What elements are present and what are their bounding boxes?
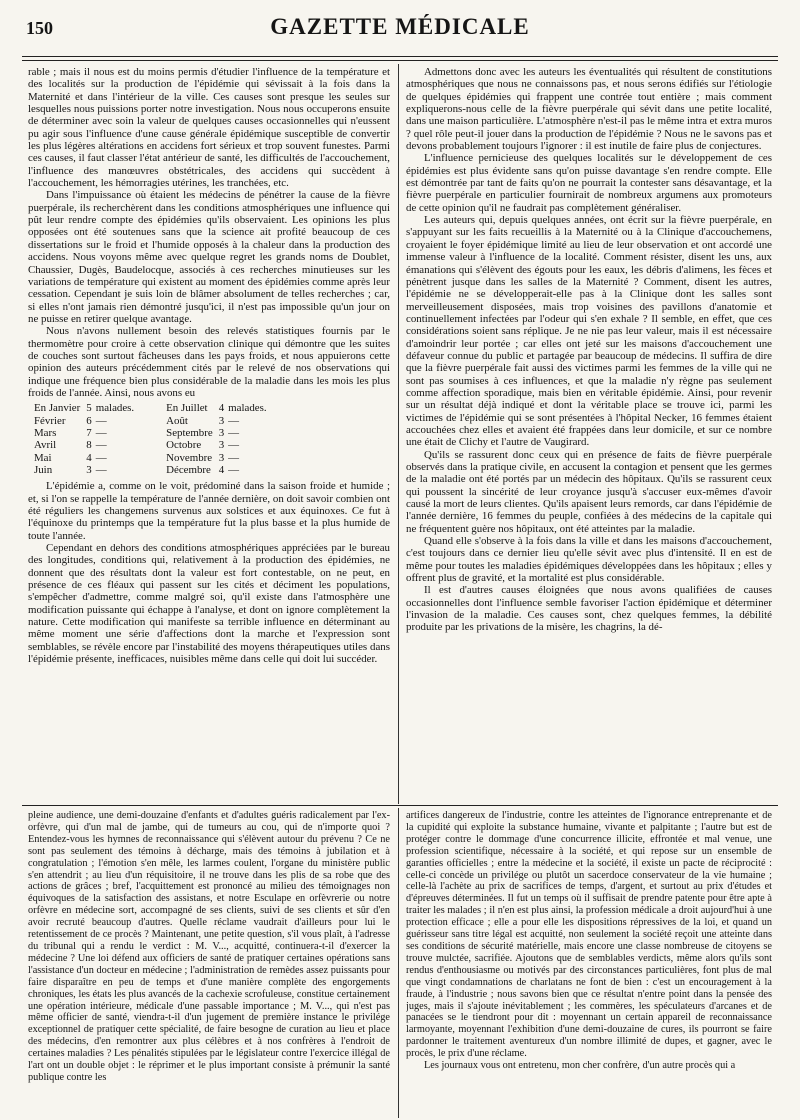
unit-label: malades. bbox=[95, 402, 135, 415]
table-row bbox=[34, 402, 273, 414]
page-header bbox=[0, 12, 800, 46]
paragraph: Nous n'avons nullement besoin des relevés statistiques fournis par le thermomètre pour croire à cette observation clinique qui démontre que les suites de couches sont surtout fâcheuses dans les pays froids, et nous appuierons cette opinion des auteurs précédemment cités par le relevé de nos observations qui indique une fréquence bien plus considérable de la maladie dans les mois les plus froids de l'année. Ainsi, nous avons eu bbox=[28, 325, 390, 399]
month-label: Décembre bbox=[166, 464, 211, 476]
paragraph: L'influence pernicieuse des quelques localités sur le développement de ces épidémies est plus évidente sans qu'on puisse davantage s'en rendre compte. Elle est démontrée par tant de faits qu'on ne pourrait la contester sans désavantage, et la fièvre puerpérale en particulier fournirait de nombreux argumens aux promoteurs de cette opinion qu'il ne faudrait pas complètement généraliser. bbox=[406, 152, 772, 214]
case-count: 3 bbox=[86, 464, 92, 476]
case-count: 3 bbox=[218, 414, 225, 427]
bottom-left-column bbox=[28, 810, 390, 1116]
paragraph: Les journaux vous ont entretenu, mon cher confrère, d'un autre procès qui a bbox=[424, 1060, 736, 1072]
month-label: En Juillet bbox=[166, 402, 208, 415]
feuilleton-rule bbox=[22, 805, 778, 806]
month-label: Septembre bbox=[166, 426, 213, 439]
paragraph: rable ; mais il nous est du moins permis d'étudier l'influence de la température et des localités sur la production de l'épidémie qui sévissait à la fois dans la Maternité et dans l'intérieur de la ville. Ces causes sont presque les seules sur lesquelles nous puissions porter notre investigation. Nous nous occuperons ensuite de déterminer avec soin la valeur de quelques causes occasionnelles qui n'eussent pu agir sous l'influence d'une cause générale épidémique susceptible de convertir les plus légères altérations en accidens fort sérieux et trop souvent funestes. Parmi ces causes, il faut classer l'état antérieur de santé, les difficultés de l'accouchement, l'influence des manœuvres obstétricales, des accidens qui succèdent à l'accouchement, les hémorragies utérines, les tranchées, etc. bbox=[28, 66, 390, 190]
paragraph: Cependant en dehors des conditions atmosphériques appréciées par le bureau des longitudes, conditions qui, relativement à la production des épidémies, ne donnent que des résultats dont la valeur est fort contestable, on ne peut, en présence de ces fléaux qui passent sur les cités et déciment les populations, s'empêcher d'admettre, comme malgré soi, qu'il existe dans l'atmosphère une modification puissante qui échappe à l'analyse, et dont on ignore complètement la nature. Cette modification qui manifeste sa terrible influence en déterminant au même moment une série d'affections dont la marche et l'expression sont semblables, se révèle encore par l'instabilité des moyens thérapeutiques utiles dans l'épidémie présente, inefficaces, nuisibles même dans celle qui doit lui succéder. bbox=[28, 542, 390, 666]
top-right-column bbox=[406, 66, 772, 801]
month-label: Août bbox=[166, 414, 188, 427]
case-count: 5 bbox=[86, 402, 92, 415]
header-rule bbox=[22, 56, 778, 57]
paragraph: Qu'ils se rassurent donc ceux qui en présence de faits de fièvre puerpérale observés dans la pratique civile, en accusent la contagion et pensent que les germes de la maladie ont été portés par un médecin des hôpitaux. Qu'ils se rassurent ceux qui poussent la sincérité de leur croyance jusqu'à s'accuser eux-mêmes d'avoir causé la mort de leurs clientes. Qu'ils apaisent leurs remords, car dans l'épidémie de l'année dernière, 16 femmes du peuple, confiées à des médecins de la capitale qui ne fréquentent guère nos hôpitaux, ont été atteintes par la maladie. bbox=[406, 448, 772, 535]
table-row: Juin 3 — Décembre 4 — bbox=[34, 464, 240, 476]
unit-label: malades. bbox=[228, 402, 267, 415]
case-count: 3 bbox=[218, 451, 225, 464]
page-title: GAZETTE MÉDICALE bbox=[270, 14, 530, 39]
table-row: Février 6 — Août 3 — bbox=[34, 414, 240, 427]
table-row: Avril 8 — Octobre 3 — bbox=[34, 439, 240, 452]
month-label: Mars bbox=[34, 426, 57, 439]
table-row: Mars 7 — Septembre 3 — bbox=[34, 426, 240, 439]
month-label: Juin bbox=[34, 464, 53, 476]
paragraph: Dans l'impuissance où étaient les médecins de pénétrer la cause de la fièvre puerpérale, ils recherchèrent dans les conditions atmosphériques une influence qui pût leur rendre compte des épidémies qu'ils observaient. Les opinions les plus opposées ont été soutenues sans que la science ait profité beaucoup de ces dissertations sur le froid et l'humide opposés à la chaleur dans la production des accidens. Nous voyons même avec quelque regret les grands noms de Doublet, Chaussier, Dugès, Baudelocque, associés à ces recherches minutieuses sur les variations de température qui existent au moment des épidémies comme après leur cessation. Cependant je suis loin de blâmer absolument de telles recherches ; car, si elles n'ont jamais rien démontré jusqu'ici, il n'est pas impossible qu'un jour on ne puisse en retirer quelque avantage. bbox=[28, 189, 390, 325]
case-count: 4 bbox=[218, 402, 225, 415]
case-count: 3 bbox=[218, 439, 225, 452]
case-count: 6 bbox=[86, 414, 92, 427]
paragraph: artifices dangereux de l'industrie, contre les atteintes de l'ignorance entreprenante et de la cupidité qui exploite la substance humaine, vivante et palpitante ; l'autre but est de protéger contre le dommage d'une concurrence illicite, effrontée et mal venue, une profession scientifique, nécessaire à la société, et qui repose sur un ensemble de garanties officielles ; entre la médecine et la société, il existe un pacte de réciprocité : celle-ci concède un privilége ou plutôt un sacerdoce conservateur de la vie humaine ; celle-là l'achète au prix de sacrifices de temps, d'argent, et surtout au prix d'études et d'épreuves déterminées. Il fut un temps où il suffisait de prendre patente pour être apte à traiter les malades ; il n'en est plus ainsi, la profession médicale a droit aujourd'hui à une protection efficace ; elle a pour elle les dispositions répressives de la loi, et quand un guérisseur sans titre légal est acquitté, non seulement la société reçoit une atteinte dans ses conditions de sécurité matérielle, mais encore une classe nombreuse de citoyens se trouve mulctée, sacrifiée. Ajoutons que de semblables verdicts, même alors qu'ils sont rendus d'enthousiasme ou motivés par des circonstances particulières, font plus de mal que vingt condamnations de charlatans ne font de bien : c'est un encouragement à la fraude, à l'industrie ; nous savons bien que ce résultat n'entre point dans la pensée des juges, mais il s'ajoute inévitablement ; les commères, les spéculateurs d'arcanes et de panacées se le tiendront pour dit : moyennant un certain appareil de reconnaissance larmoyante, moyennant l'exhibition d'une demi-douzaine de cures, ils pourront se faire pardonner le traitement aventureux d'un nombre illimité de dupes, et gagner, avec le procès, le prix d'une réclame. bbox=[406, 810, 772, 1060]
month-label: Octobre bbox=[166, 439, 202, 452]
header-rule-thin bbox=[22, 60, 778, 61]
paragraph: L'épidémie a, comme on le voit, prédominé dans la saison froide et humide ; et, si l'on se rappelle la température de l'année dernière, on doit savoir combien ont été réguliers les changemens survenus aux solstices et aux équinoxes. Ce fut à l'équinoxe du printemps que la température fut la plus basse et la plus humide de toute l'année. bbox=[28, 480, 390, 542]
paragraph: pleine audience, une demi-douzaine d'enfants et d'adultes guéris radicalement par l'ex-orfèvre, qui d'un mal de jambe, qui de tumeurs au cou, qui de n'importe quoi ? Entendez-vous les hymnes de reconnaissance qui s'élèvent autour du prévenu ? Ce ne sont pas seulement des témoins à décharge, mais des témoins à jubilation et à congratulation ; l'émotion s'en mêle, les larmes coulent, l'organe du ministère public s'en attendrit ; au lieu d'un réquisitoire, il ne trouve dans les plis de sa robe que des actions de grâces ; bref, l'acquittement est prononcé au milieu des témoignages non équivoques de la satisfaction des assistans, et notre Esculape en orfèvrerie ou notre orfèvre en médecine sort, accompagné de ses clients, suivi de ses clients et sûr d'en avoir recruté beaucoup d'autres. Quelle réclame vaudrait d'ailleurs pour lui le retentissement de ce procès ? Maintenant, une petite question, s'il vous plaît, à l'adresse du tribunal qui a rendu le verdict : M. V..., acquitté, continuera-t-il d'exercer la médecine ? Une loi défend aux officiers de santé de pratiquer certaines opérations sans l'assistance d'un docteur en médecine ; l'administration de remèdes assez puissants pour faire disparaître en peu de temps et d'une manière complète des engorgements chroniques, les états les plus avancés de la cachexie scrofuleuse, constitue certainement une opération intérieure, médicale d'une passable importance ; M. V..., qui n'est pas même officier de santé, viendra-t-il d'un jugement de première instance le privilége exceptionnel de pratiquer cette spécialité, de faire besogne de curation au lieu et place des médecins, d'en remontrer aux plus célèbres et à nos confrères à l'endroit de certaines maladies ? Les pénalités stipulées par le législateur contre l'exercice illégal de l'art ont un double objet : le réprimer et le plus important consiste à prémunir la santé publique contre les bbox=[28, 810, 390, 1083]
month-label: Mai bbox=[34, 451, 52, 464]
paragraph: Les auteurs qui, depuis quelques années, ont écrit sur la fièvre puerpérale, en s'appuyant sur les faits recueillis à la Maternité ou à la Clinique d'accouchemens, croyaient le foyer épidémique limité au lieu de leur observation et ont accordé une immense valeur à l'influence de la localité. Comment résister, disent les uns, aux émanations qui s'élèvent des égouts pour les eaux, les débris d'alimens, les fèces et pénètrent jusque dans les salles de la Maternité ? Comment, disent les autres, l'épidémie ne se développerait-elle pas à la Clinique dont les salles sont merveilleusement disposées, mais trop voisines des pavillons d'anatomie et continuellement infectées par l'odeur qui s'en exhale ? Il semble, en effet, que ces considérations soient sans réplique. Je ne nie pas leur valeur, mais il est nécessaire d'amoindrir leur portée ; car elles ont jeté sur les maisons d'accouchement une défaveur connue du public et partagée par beaucoup de médecins. Il suffira de dire que la fièvre puerpérale fait aussi des victimes parmi les femmes de la ville qui ne sont pas soumises à ces influences, et que la maladie n'y règne pas seulement comme affection sporadique, mais bien en véritable épidémie. Ainsi, pour revenir sur un résultat déjà indiqué et dont la véritable place se trouve ici, parmi les victimes de l'épidémie qui se sont présentées à l'hôpital Necker, 16 femmes étaient accouchées chez elles et avaient été frappées dans leur domicile, et sur ce nombre une était de Clichy et l'autre de Vaugirard. bbox=[406, 214, 772, 449]
bottom-column-divider bbox=[398, 808, 399, 1118]
paragraph: Il est d'autres causes éloignées que nous avons qualifiées de causes occasionnelles dont l'influence semble favoriser l'action épidémique et déterminer l'invasion de la maladie. Ces causes sont, chez quelques femmes, la débilité produite par les privations de la misère, les chagrins, la dé- bbox=[406, 584, 772, 634]
month-label: Février bbox=[34, 414, 66, 427]
month-label: Avril bbox=[34, 439, 57, 452]
top-left-column bbox=[28, 66, 390, 801]
monthly-cases-table bbox=[34, 402, 273, 476]
case-count: 7 bbox=[86, 426, 92, 439]
case-count: 3 bbox=[218, 426, 225, 439]
month-label: En Janvier bbox=[34, 402, 81, 415]
paragraph: Admettons donc avec les auteurs les éventualités qui résultent de constitutions atmosphériques que nous ne connaissons pas, et nous serons édifiés sur l'étiologie de quelques épidémies qui frappent une contrée tout entière ; mais comment expliquerons-nous celle de la fièvre puerpérale qui sévit dans une petite localité, dans une maison particulière. L'atmosphère n'est-il pas le même intra et extra muros ? quel rôle peut-il jouer dans la production de l'épidémie ? Nous ne le savons pas et devons probablement toujours l'ignorer : il est inutile de faire plus de conjectures. bbox=[406, 66, 772, 153]
top-column-divider bbox=[398, 64, 399, 804]
case-count: 4 bbox=[218, 464, 225, 476]
page-number: 150 bbox=[26, 18, 53, 38]
table-row: Mai 4 — Novembre 3 — bbox=[34, 451, 240, 464]
bottom-right-column bbox=[406, 810, 772, 1116]
case-count: 8 bbox=[86, 439, 92, 452]
case-count: 4 bbox=[86, 451, 92, 464]
month-label: Novembre bbox=[166, 451, 213, 464]
paragraph: Quand elle s'observe à la fois dans la ville et dans les maisons d'accouchement, c'est toujours dans ce dernier lieu qu'elle sévit avec plus d'intensité. Il en est de même pour toutes les maladies épidémiques développées dans les hôpitaux ; elles y offrent plus de gravité, et la mortalité est plus considérable. bbox=[406, 535, 772, 585]
